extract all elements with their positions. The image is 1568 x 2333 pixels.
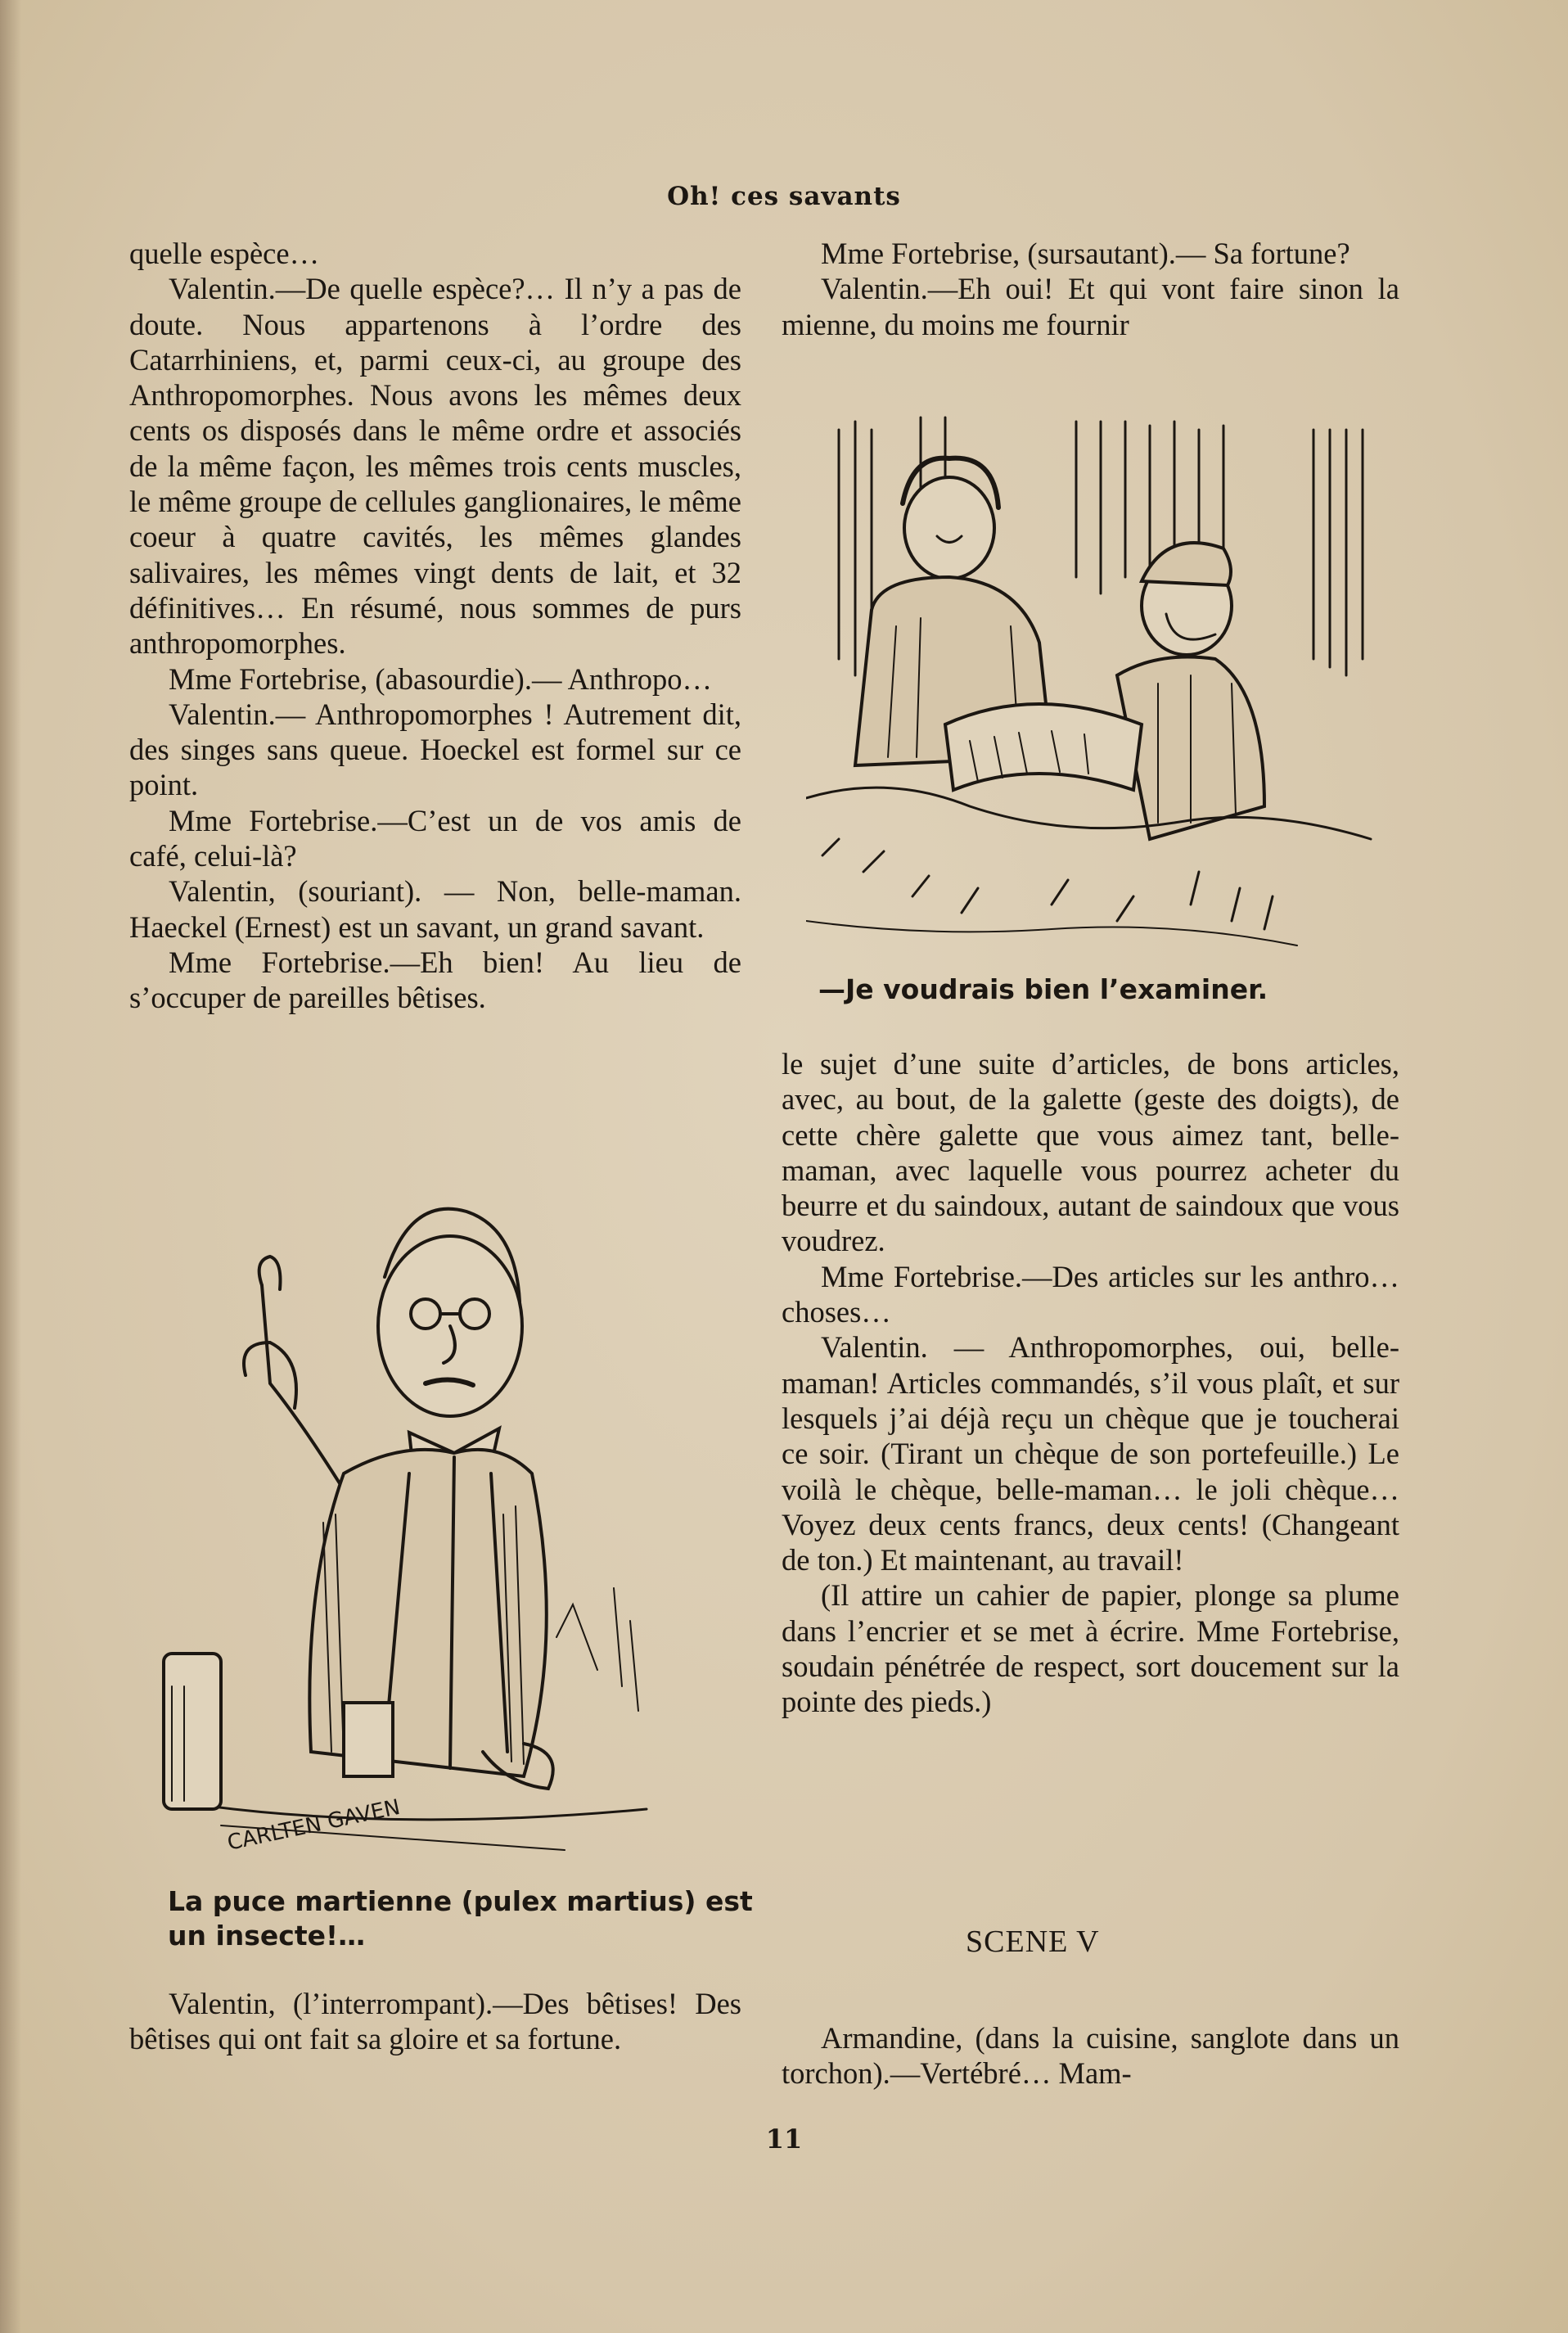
illustration-caption-left: La puce martienne (pulex martius) est un insecte!… (168, 1885, 753, 1952)
paragraph: Valentin.—De quelle espèce?… Il n’y a pas de doute. Nous appartenons à l’ordre des Catarrhiniens, et, parmi ceux-ci, au groupe des Anthropomorphes. Nous avons les mêmes deux cents os disposés dans le même ordre et associés de la même façon, les mêmes trois cents muscles, le même groupe de cellules ganglionaires, le même coeur à quatre cavités, les mêmes glandes salivaires, les mêmes vingt dents de lait, et 32 définitives… En résumé, nous sommes de purs anthropomorphes. (129, 272, 741, 661)
paragraph: Valentin.—Eh oui! Et qui vont faire sinon la mienne, du moins me fournir (782, 272, 1399, 341)
scene-heading: SCENE V (966, 1925, 1100, 1959)
conversation-illustration (806, 413, 1379, 958)
paragraph: Mme Fortebrise, (abasourdie).— Anthropo… (169, 661, 712, 696)
paragraph: Valentin.— Anthropomorphes ! Autrement dit, des singes sans queue. Hoeckel est formel sur ce point. (129, 697, 741, 802)
paragraph: Armandine, (dans la cuisine, sanglote dans un torchon).—Vertébré… Mam- (782, 2021, 1399, 2091)
paragraph: le sujet d’une suite d’articles, de bons articles, avec, au bout, de la galette (geste des doigts), de cette chère galette que vous aimez tant, belle-maman, avec laquelle vous pourrez acheter du beurre et du saindoux, autant de saindoux que vous voudrez. (782, 1047, 1399, 1258)
paragraph: Valentin, (souriant). — Non, belle-maman. Haeckel (Ernest) est un savant, un grand savant. (129, 874, 741, 944)
right-column-top (782, 236, 1399, 342)
page-number: 11 (765, 2123, 803, 2155)
illustration-caption-right: —Je voudrais bien l’examiner. (818, 973, 1268, 1005)
illustration-signature: CARLTEN GAVEN (225, 1794, 403, 1856)
paragraph: Mme Fortebrise, (sursautant).— Sa fortune? (821, 237, 1350, 270)
paragraph: (Il attire un cahier de papier, plonge sa plume dans l’encrier et se met à écrire. Mme Fortebrise, soudain pénétrée de respect, sort doucement sur la pointe des pieds.) (782, 1578, 1399, 1719)
running-title: Oh! ces savants (667, 182, 901, 211)
page-edge (0, 0, 21, 2333)
paragraph: quelle espèce… (129, 237, 320, 270)
right-column-bottom (782, 2020, 1399, 2092)
left-column-bottom (129, 1986, 741, 2057)
paragraph: Mme Fortebrise.—C’est un de vos amis de café, celui-là? (129, 803, 741, 873)
paragraph: Mme Fortebrise.—Des articles sur les anthro… choses… (782, 1259, 1399, 1329)
paragraph: Mme Fortebrise.—Eh bien! Au lieu de s’occuper de pareilles bêtises. (129, 945, 741, 1015)
right-column-middle (782, 1046, 1399, 1720)
left-column-top (129, 236, 741, 1016)
paragraph: Valentin. — Anthropomorphes, oui, belle-maman! Articles commandés, s’il vous plaît, et sur lesquels j’ai déjà reçu un chèque que je toucherai ce soir. (Tirant un chèque de son portefeuille.) Le voilà le chèque, belle-maman… le joli chèque… Voyez deux cents francs, deux cents! (Changeant de ton.) Et maintenant, au travail! (782, 1330, 1399, 1577)
paragraph: Valentin, (l’interrompant).—Des bêtises! Des bêtises qui ont fait sa gloire et sa fortune. (129, 1987, 741, 2056)
savant-illustration (139, 1179, 671, 1883)
